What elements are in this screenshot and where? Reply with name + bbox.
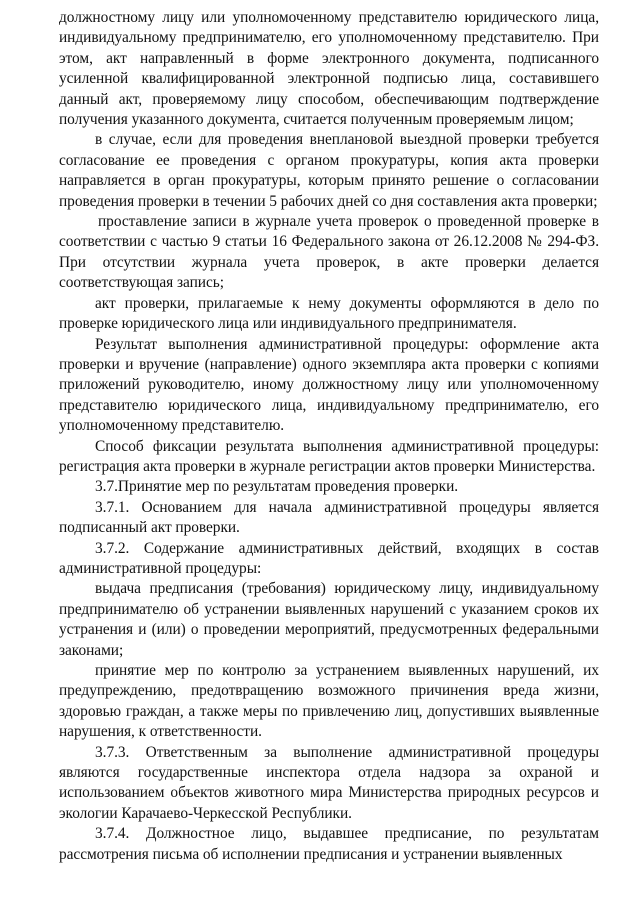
paragraph-procedure-result: Результат выполнения административной процедуры: оформление акта проверки и вручение (направление) одного экземпляра акта проверки с копиями приложений руководителю, иному должностному лицу или уполномоченному представителю юридического лица, индивидуальному предпринимателю, его уполномоченному представителю. <box>59 335 599 435</box>
paragraph-prosecutor-copy: в случае, если для проведения внеплановой выездной проверки требуется согласование ее проведения с органом прокуратуры, копия акта проверки направляется в орган прокуратуры, которым принято решение о согласовании проведения проверки в течении 5 рабочих дней со дня составления акта проверки; <box>59 131 599 210</box>
paragraph-delivery-act: должностному лицу или уполномоченному представителю юридического лица, индивидуальному предпринимателю, его уполномоченному представителю. При этом, акт направленный в форме электронного документа, подписанного усиленной квалифицированной электронной подписью лица, составившего данный акт, проверяемому лицу способом, обеспечивающим подтверждение получения указанного документа, считается полученным проверяемым лицом; <box>59 9 599 129</box>
paragraph-journal-entry: проставление записи в журнале учета проверок о проведенной проверке в соответствии с частью 9 статьи 16 Федерального закона от 26.12.2008 № 294-ФЗ. При отсутствии журнала учета проверок, в акте проверки делается соответствующая запись; <box>59 213 599 292</box>
paragraph-3-7-3: 3.7.3. Ответственным за выполнение административной процедуры являются государственные инспектора отдела надзора за охраной и использованием объектов животного мира Министерства природных ресурсов и экологии Карачаево-Черкесской Республики. <box>59 743 599 822</box>
paragraph-case-file: акт проверки, прилагаемые к нему документы оформляются в дело по проверке юридического лица или индивидуального предпринимателя. <box>59 294 599 333</box>
paragraph-issue-order: выдача предписания (требования) юридическому лицу, индивидуальному предпринимателю об устранении выявленных нарушений с указанием сроков их устранения и (или) о проведении мероприятий, предусмотренных федеральными законами; <box>59 580 599 659</box>
paragraph-3-7-2: 3.7.2. Содержание административных действий, входящих в состав административной процедуры: <box>59 539 599 577</box>
paragraph-result-fixation: Способ фиксации результата выполнения административной процедуры: регистрация акта проверки в журнале регистрации актов проверки Министерства. <box>59 437 599 475</box>
paragraph-3-7-1: 3.7.1. Основанием для начала административной процедуры является подписанный акт проверки. <box>59 498 599 537</box>
section-heading-3-7: 3.7.Принятие мер по результатам проведения проверки. <box>95 478 459 496</box>
paragraph-control-measures: принятие мер по контролю за устранением выявленных нарушений, их предупреждению, предотвращению возможного причинения вреда жизни, здоровью граждан, а также меры по привлечению лиц, допустивших выявленные нарушения, к ответственности. <box>59 662 599 741</box>
paragraph-3-7-4: 3.7.4. Должностное лицо, выдавшее предписание, по результатам рассмотрения письма об исполнении предписания и устранении выявленных <box>59 825 599 863</box>
